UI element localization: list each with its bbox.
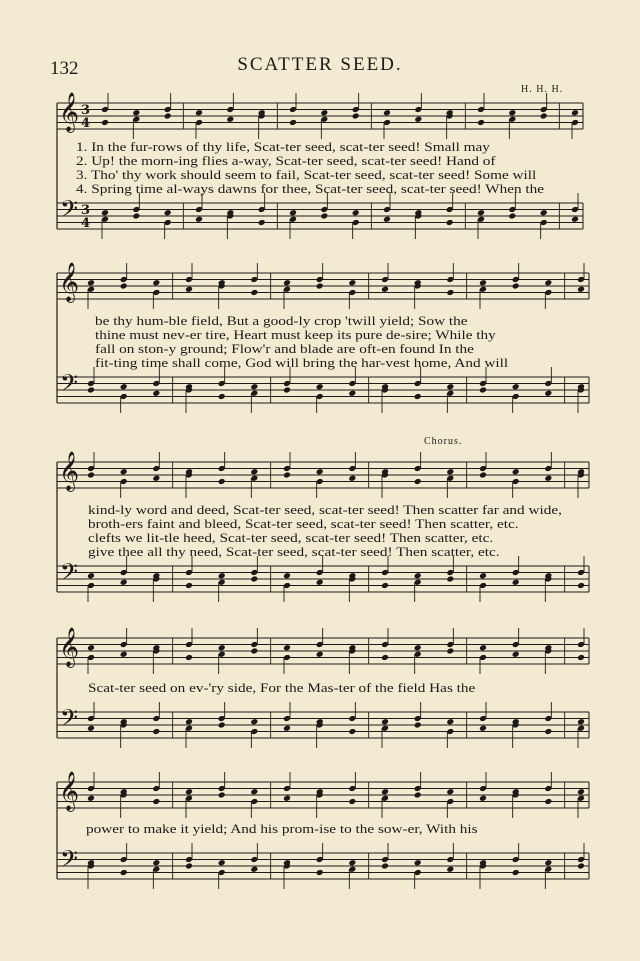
note-head (218, 644, 226, 651)
note-head (226, 116, 234, 123)
note-head (87, 795, 95, 802)
note-head (87, 644, 95, 651)
note-head (316, 283, 324, 290)
note-head (283, 279, 291, 286)
note-head (348, 279, 356, 286)
note-head (283, 644, 291, 651)
note-head (352, 209, 360, 216)
note-head (120, 383, 128, 390)
note-head (414, 644, 422, 651)
lyric-line: be thy hum-ble field, But a good-ly crop 'twill yield; Sow the (95, 314, 468, 328)
note-head (446, 383, 454, 390)
note-head (577, 582, 585, 589)
note-head (87, 572, 95, 579)
note-head (381, 863, 389, 870)
note-head (152, 859, 160, 866)
note-head (218, 722, 226, 729)
note-head (258, 219, 266, 226)
time-signature: 3 (81, 103, 91, 118)
note-head (512, 579, 520, 586)
note-head (250, 576, 258, 583)
note-head (152, 798, 160, 805)
note-head (120, 869, 128, 876)
note-head (544, 728, 552, 735)
note-head (414, 478, 422, 485)
note-head (512, 869, 520, 876)
bass-clef: 𝄢 (60, 369, 79, 402)
note-head (540, 209, 548, 216)
note-head (250, 468, 258, 475)
note-head (316, 468, 324, 475)
lyric-line: 3. Tho' thy work should seem to fail, Scat-ter seed, scat-ter seed! Some will (76, 168, 537, 182)
note-head (185, 863, 193, 870)
lyric-line: 4. Spring time al-ways dawns for thee, Scat-ter seed, scat-ter seed! When the (76, 182, 545, 196)
lyric-line: fit-ting time shall come, God will bring the har-vest home, And will (95, 356, 509, 370)
note-head (185, 286, 193, 293)
note-head (250, 866, 258, 873)
note-head (577, 286, 585, 293)
hymn-title: SCATTER SEED. (237, 54, 403, 75)
note-head (446, 468, 454, 475)
note-head (348, 798, 356, 805)
note-head (120, 468, 128, 475)
lyric-line: give thee all thy need, Scat-ter seed, scat-ter seed! Then scatter, etc. (88, 545, 500, 559)
note-head (316, 869, 324, 876)
note-head (348, 475, 356, 482)
note-head (381, 718, 389, 725)
note-head (218, 792, 226, 799)
note-head (348, 728, 356, 735)
bass-clef: 𝄢 (60, 558, 79, 591)
note-head (164, 113, 172, 120)
note-head (87, 279, 95, 286)
time-signature: 3 (81, 203, 91, 218)
note-head (383, 109, 391, 116)
note-head (540, 113, 548, 120)
note-head (218, 859, 226, 866)
note-head (316, 579, 324, 586)
lyric-line: fall on ston-y ground; Flow'r and blade are oft-en found In the (95, 342, 474, 356)
bass-clef: 𝄢 (60, 704, 79, 737)
note-head (101, 209, 109, 216)
note-head (218, 393, 226, 400)
treble-clef: 𝄞 (59, 627, 80, 667)
treble-clef: 𝄞 (59, 92, 80, 132)
note-head (218, 572, 226, 579)
note-head (152, 475, 160, 482)
time-signature: 4 (81, 116, 91, 131)
note-head (479, 795, 487, 802)
note-head (120, 579, 128, 586)
time-signature: 4 (81, 216, 91, 231)
lyric-line: broth-ers faint and bleed, Scat-ter seed, scat-ter seed! Then scatter, etc. (88, 517, 519, 531)
note-head (87, 725, 95, 732)
lyric-line: thine must nev-er tire, Heart must keep its pure de-sire; While thy (95, 328, 496, 342)
note-head (446, 576, 454, 583)
note-head (185, 654, 193, 661)
note-head (544, 390, 552, 397)
note-head (414, 859, 422, 866)
note-head (414, 393, 422, 400)
page-number: 132 (50, 58, 79, 79)
note-head (164, 209, 172, 216)
lyric-line: power to make it yield; And his prom-ise to the sow-er, With his (86, 822, 478, 836)
note-head (477, 209, 485, 216)
note-head (250, 289, 258, 296)
note-head (381, 788, 389, 795)
note-head (381, 654, 389, 661)
note-head (477, 119, 485, 126)
note-head (446, 866, 454, 873)
note-head (185, 718, 193, 725)
note-head (185, 788, 193, 795)
lyric-line: 1. In the fur-rows of thy life, Scat-ter seed, scat-ter seed! Small may (76, 140, 490, 154)
note-head (320, 109, 328, 116)
note-head (544, 859, 552, 866)
note-head (132, 109, 140, 116)
author-credit: H. H. H. (521, 84, 564, 95)
note-head (446, 289, 454, 296)
note-head (152, 279, 160, 286)
bass-clef: 𝄢 (60, 195, 79, 228)
note-head (283, 725, 291, 732)
note-head (446, 718, 454, 725)
lyric-line: Scat-ter seed on ev-'ry side, For the Mas-ter of the field Has the (88, 681, 476, 695)
note-head (577, 718, 585, 725)
note-head (577, 654, 585, 661)
note-head (289, 119, 297, 126)
note-head (250, 383, 258, 390)
note-head (250, 648, 258, 655)
note-head (120, 651, 128, 658)
note-head (414, 792, 422, 799)
lyric-line: clefts we lit-tle heed, Scat-ter seed, scat-ter seed! Then scatter, etc. (88, 531, 494, 545)
note-head (512, 383, 520, 390)
note-head (544, 475, 552, 482)
note-head (512, 283, 520, 290)
note-head (316, 651, 324, 658)
lyric-line: kind-ly word and deed, Scat-ter seed, scat-ter seed! Then scatter far and wide, (88, 503, 562, 517)
note-head (446, 219, 454, 226)
note-head (195, 109, 203, 116)
note-head (87, 472, 95, 479)
note-head (446, 648, 454, 655)
note-head (479, 725, 487, 732)
note-head (152, 390, 160, 397)
note-head (348, 390, 356, 397)
note-head (577, 788, 585, 795)
note-head (320, 213, 328, 220)
note-head (479, 387, 487, 394)
lyric-line: 2. Up! the morn-ing flies a-way, Scat-ter seed, scat-ter seed! Hand of (76, 154, 496, 168)
note-head (381, 286, 389, 293)
note-head (316, 383, 324, 390)
note-head (283, 472, 291, 479)
note-head (120, 283, 128, 290)
note-head (571, 109, 579, 116)
treble-clef: 𝄞 (59, 262, 80, 302)
note-head (87, 387, 95, 394)
note-head (283, 572, 291, 579)
note-head (446, 788, 454, 795)
note-head (283, 387, 291, 394)
note-head (544, 279, 552, 286)
note-head (512, 468, 520, 475)
note-head (571, 216, 579, 223)
note-head (414, 116, 422, 123)
note-head (250, 788, 258, 795)
note-head (414, 722, 422, 729)
note-head (348, 859, 356, 866)
note-head (289, 209, 297, 216)
note-head (152, 728, 160, 735)
note-head (544, 798, 552, 805)
treble-clef: 𝄞 (59, 771, 80, 811)
note-head (479, 472, 487, 479)
note-head (479, 279, 487, 286)
note-head (512, 651, 520, 658)
note-head (479, 572, 487, 579)
note-head (381, 582, 389, 589)
treble-clef: 𝄞 (59, 451, 80, 491)
note-head (283, 795, 291, 802)
note-head (218, 478, 226, 485)
note-head (577, 863, 585, 870)
note-head (479, 644, 487, 651)
note-head (250, 718, 258, 725)
note-head (414, 572, 422, 579)
bass-clef: 𝄢 (60, 845, 79, 878)
note-head (352, 113, 360, 120)
note-head (185, 582, 193, 589)
note-head (508, 213, 516, 220)
note-head (508, 109, 516, 116)
note-head (101, 119, 109, 126)
note-head (132, 213, 140, 220)
chorus-label: Chorus. (424, 436, 463, 447)
note-head (195, 216, 203, 223)
note-head (383, 216, 391, 223)
